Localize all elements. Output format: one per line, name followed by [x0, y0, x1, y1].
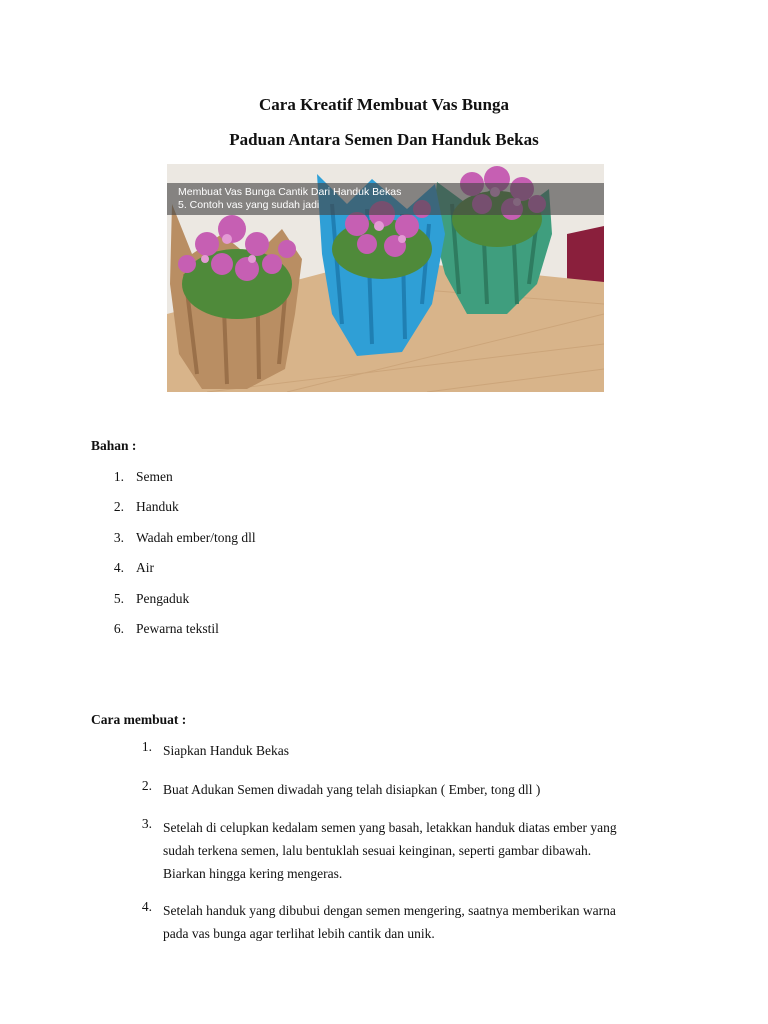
list-text: Pewarna tekstil [136, 621, 219, 636]
list-text [163, 899, 683, 945]
list-text-line: sudah terkena semen, lalu bentuklah sesuai keinginan, seperti gambar dibawah. [163, 843, 592, 858]
document-subtitle: Paduan Antara Semen Dan Handuk Bekas [229, 130, 539, 149]
list-text: Air [136, 560, 154, 575]
document-title: Cara Kreatif Membuat Vas Bunga [259, 95, 509, 114]
list-number: 6. [113, 621, 124, 636]
list-number: 2. [141, 778, 152, 793]
list-text: Semen [136, 469, 173, 484]
list-text-line: Biarkan hingga kering mengeras. [163, 866, 343, 881]
photo-caption-line: Membuat Vas Bunga Cantik Dari Handuk Bekas [178, 186, 402, 198]
list-text: Pengaduk [136, 591, 190, 606]
list-text-line: Setelah di celupkan kedalam semen yang basah, letakkan handuk diatas ember yang [163, 820, 617, 835]
list-text [163, 816, 683, 885]
list-number: 3. [141, 816, 152, 831]
list-number: 4. [141, 899, 152, 914]
list-text-line: Setelah handuk yang dibubui dengan semen mengering, saatnya memberikan warna [163, 903, 616, 918]
list-number: 5. [113, 591, 124, 606]
cara-membuat-heading: Cara membuat : [91, 712, 187, 727]
list-text [163, 778, 683, 801]
list-number: 2. [113, 499, 124, 514]
list-text-line: pada vas bunga agar terlihat lebih cantik dan unik. [163, 926, 435, 941]
list-text: Handuk [136, 499, 179, 514]
photo-caption-overlay [167, 183, 604, 215]
list-text: Wadah ember/tong dll [136, 530, 256, 545]
list-number: 1. [141, 739, 152, 754]
vases-photo [167, 164, 604, 392]
list-text-line: Siapkan Handuk Bekas [163, 743, 289, 758]
list-number: 1. [113, 469, 124, 484]
bahan-heading: Bahan : [91, 438, 137, 453]
list-text-line: Buat Adukan Semen diwadah yang telah disiapkan ( Ember, tong dll ) [163, 782, 541, 797]
list-number: 3. [113, 530, 124, 545]
list-text [163, 739, 683, 762]
list-number: 4. [113, 560, 124, 575]
photo-caption-line: 5. Contoh vas yang sudah jadi [178, 199, 320, 211]
